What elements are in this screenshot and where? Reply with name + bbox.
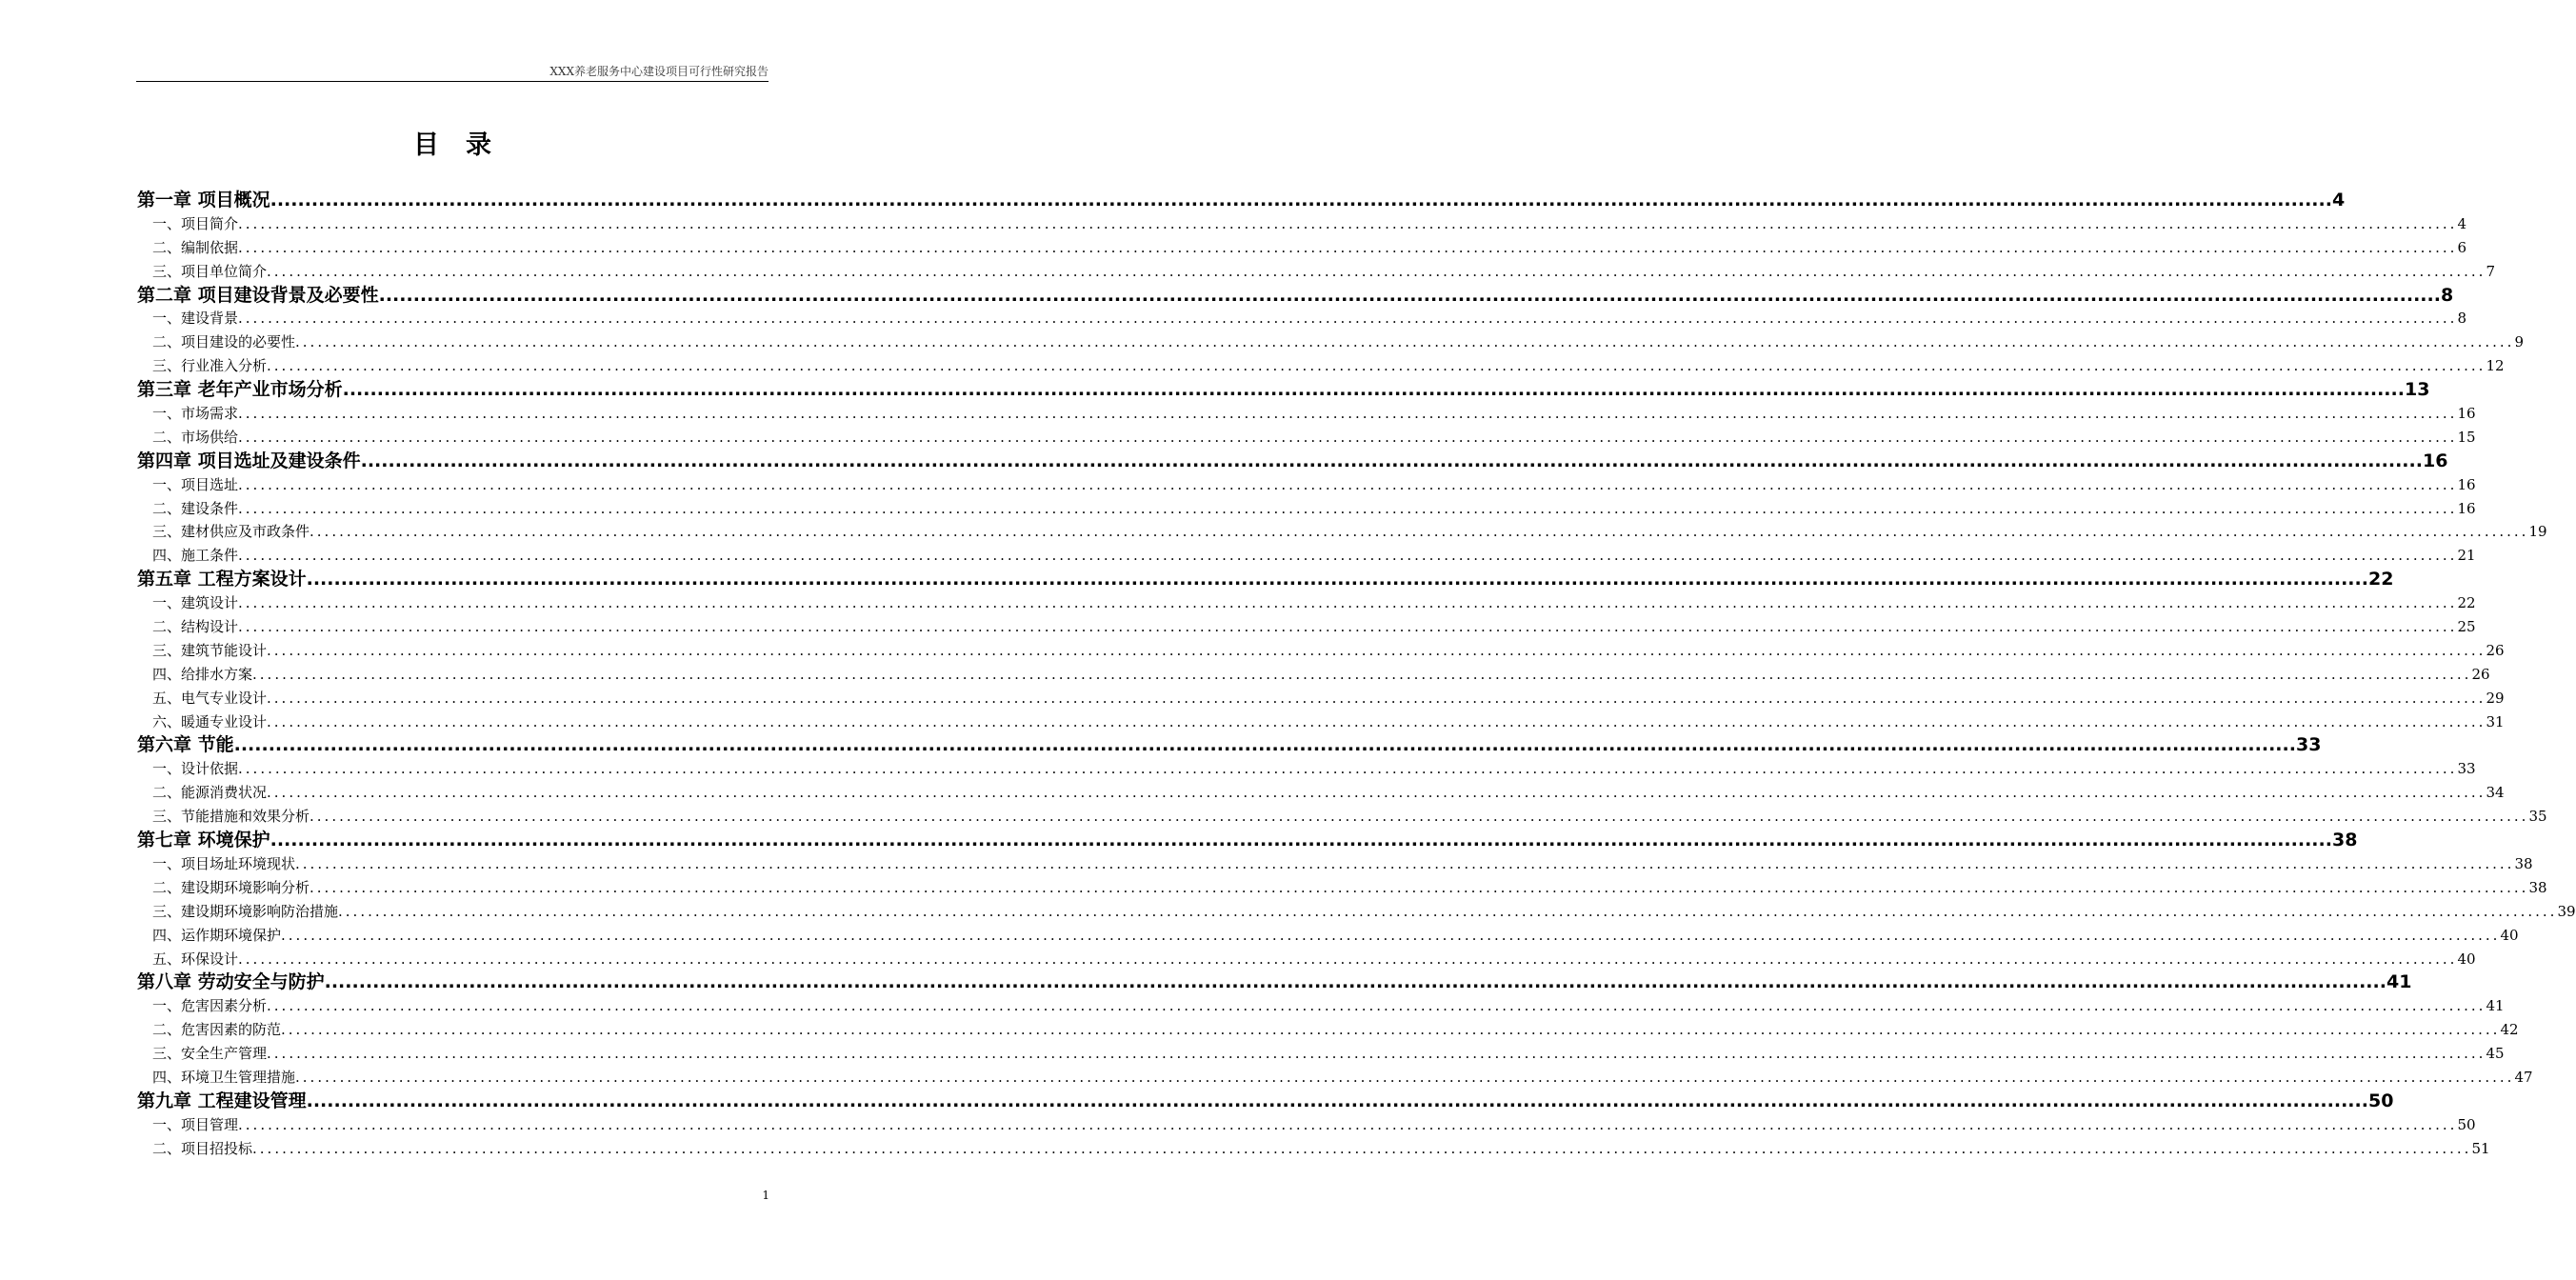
running-header: XXX养老服务中心建设项目可行性研究报告 <box>136 63 769 82</box>
toc-entry-label: 一、危害因素分析 <box>152 997 268 1015</box>
toc-entry-label: 第一章 项目概况 <box>137 190 270 210</box>
toc-section-entry[interactable] <box>137 948 2476 971</box>
toc-entry-label: 三、节能措施和效果分析 <box>152 808 310 826</box>
toc-entry-page: 8 <box>2440 284 2454 306</box>
toc-entry-page: 7 <box>2486 262 2495 280</box>
toc-leader-dots: ............................................................................................................................................................................................................................................................................................................ <box>267 997 2486 1015</box>
toc-entry-page: 33 <box>2295 734 2322 756</box>
toc-leader-dots: ............................................................................................................................................................................................................................................................................................................ <box>338 902 2558 920</box>
toc-entry-page: 40 <box>2457 950 2476 968</box>
toc-section-entry[interactable] <box>137 426 2476 450</box>
toc-leader-dots: ............................................................................................................................................................................................................................................................................................................ <box>238 405 2458 423</box>
toc-section-entry[interactable] <box>137 354 2505 378</box>
toc-section-entry[interactable] <box>137 900 2576 924</box>
toc-section-entry[interactable] <box>137 544 2476 568</box>
toc-leader-dots: ............................................................................................................................................................................................................................................................................................................ <box>238 475 2458 493</box>
toc-entry-page: 40 <box>2500 926 2519 944</box>
toc-entry-page: 16 <box>2457 475 2476 493</box>
toc-section-entry[interactable] <box>137 591 2476 615</box>
toc-entry-label: 一、项目管理 <box>152 1115 239 1133</box>
toc-section-entry[interactable] <box>137 663 2490 687</box>
toc-section-entry[interactable] <box>137 402 2476 426</box>
toc-leader-dots: ............................................................................................................................................................................................................................................................................................................ <box>281 1021 2501 1039</box>
toc-entry-page: 38 <box>2528 878 2547 896</box>
toc-leader-dots: ............................................................................................................................................................................................................................................................................................................ <box>238 310 2458 328</box>
toc-section-entry[interactable] <box>137 876 2547 900</box>
toc-leader-dots: ............................................................................................................................................................................................................................................................................................................ <box>267 689 2486 707</box>
toc-section-entry[interactable] <box>137 924 2519 948</box>
toc-section-entry[interactable] <box>137 805 2547 829</box>
toc-section-entry[interactable] <box>137 307 2466 330</box>
toc-leader-dots: ............................................................................................................................................................................................................................................................................................................ <box>233 734 2296 756</box>
toc-entry-page: 50 <box>2367 1090 2394 1111</box>
toc-entry-page: 31 <box>2486 712 2505 730</box>
toc-section-entry[interactable] <box>137 757 2476 781</box>
toc-leader-dots: ............................................................................................................................................................................................................................................................................................................ <box>270 190 2332 210</box>
toc-section-entry[interactable] <box>137 520 2547 544</box>
toc-section-entry[interactable] <box>137 1042 2505 1066</box>
toc-entry-page: 21 <box>2457 547 2476 565</box>
toc-entry-page: 38 <box>2331 830 2358 851</box>
toc-entry-page: 15 <box>2457 428 2476 446</box>
toc-entry-label: 四、给排水方案 <box>152 665 253 683</box>
toc-entry-page: 22 <box>2457 594 2476 612</box>
toc-section-entry[interactable] <box>137 1137 2490 1161</box>
toc-entry-label: 一、建筑设计 <box>152 594 239 612</box>
toc-leader-dots: ............................................................................................................................................................................................................................................................................................................ <box>281 926 2501 944</box>
toc-entry-label: 三、安全生产管理 <box>152 1045 268 1063</box>
toc-section-entry[interactable] <box>137 236 2466 260</box>
toc-section-entry[interactable] <box>137 615 2476 639</box>
toc-leader-dots: ............................................................................................................................................................................................................................................................................................................ <box>306 569 2368 590</box>
toc-section-entry[interactable] <box>137 781 2505 805</box>
toc-leader-dots: ............................................................................................................................................................................................................................................................................................................ <box>238 760 2458 778</box>
toc-entry-label: 四、施工条件 <box>152 547 239 565</box>
toc-entry-label: 三、项目单位简介 <box>152 262 268 280</box>
toc-entry-label: 二、市场供给 <box>152 428 239 446</box>
toc-leader-dots: ............................................................................................................................................................................................................................................................................................................ <box>378 284 2441 306</box>
toc-entry-label: 一、项目场址环境现状 <box>152 854 296 872</box>
toc-leader-dots: ............................................................................................................................................................................................................................................................................................................ <box>360 450 2423 471</box>
toc-chapter-entry[interactable] <box>137 189 2346 212</box>
toc-entry-page: 9 <box>2514 333 2524 351</box>
toc-entry-label: 第二章 项目建设背景及必要性 <box>137 284 379 306</box>
toc-entry-label: 一、建设背景 <box>152 310 239 328</box>
toc-entry-label: 三、行业准入分析 <box>152 357 268 375</box>
toc-entry-page: 13 <box>2404 379 2430 401</box>
toc-section-entry[interactable] <box>137 710 2505 734</box>
toc-chapter-entry[interactable] <box>137 568 2394 591</box>
toc-leader-dots: ............................................................................................................................................................................................................................................................................................................ <box>238 214 2458 232</box>
toc-section-entry[interactable] <box>137 687 2505 710</box>
toc-entry-page: 16 <box>2422 450 2448 471</box>
toc-leader-dots: ............................................................................................................................................................................................................................................................................................................ <box>324 971 2386 993</box>
toc-entry-label: 六、暖通专业设计 <box>152 712 268 730</box>
toc-entry-label: 二、项目建设的必要性 <box>152 333 296 351</box>
toc-entry-page: 33 <box>2457 760 2476 778</box>
toc-leader-dots: ............................................................................................................................................................................................................................................................................................................ <box>310 808 2529 826</box>
toc-section-entry[interactable] <box>137 852 2533 876</box>
toc-entry-label: 三、建筑节能设计 <box>152 641 268 659</box>
toc-entry-page: 47 <box>2514 1068 2533 1086</box>
toc-entry-page: 41 <box>2386 971 2412 993</box>
toc-leader-dots: ............................................................................................................................................................................................................................................................................................................ <box>270 830 2332 851</box>
toc-entry-page: 35 <box>2528 808 2547 826</box>
toc-entry-label: 第八章 劳动安全与防护 <box>137 971 325 993</box>
toc-entry-page: 41 <box>2486 997 2505 1015</box>
table-of-contents <box>137 189 2576 1161</box>
toc-section-entry[interactable] <box>137 639 2505 663</box>
toc-chapter-entry[interactable] <box>137 733 2322 757</box>
toc-leader-dots: ............................................................................................................................................................................................................................................................................................................ <box>238 428 2458 446</box>
toc-entry-page: 38 <box>2514 854 2533 872</box>
toc-section-entry[interactable] <box>137 497 2476 521</box>
toc-entry-page: 4 <box>2457 214 2466 232</box>
toc-section-entry[interactable] <box>137 330 2524 354</box>
toc-entry-label: 四、环境卫生管理措施 <box>152 1068 296 1086</box>
toc-entry-page: 26 <box>2486 641 2505 659</box>
toc-entry-label: 三、建材供应及市政条件 <box>152 523 310 541</box>
toc-entry-label: 二、结构设计 <box>152 618 239 636</box>
toc-chapter-entry[interactable] <box>137 378 2430 402</box>
toc-entry-page: 51 <box>2471 1139 2490 1157</box>
toc-leader-dots: ............................................................................................................................................................................................................................................................................................................ <box>295 854 2515 872</box>
toc-entry-label: 第九章 工程建设管理 <box>137 1090 307 1111</box>
toc-entry-page: 4 <box>2331 190 2346 210</box>
toc-chapter-entry[interactable] <box>137 970 2412 994</box>
toc-leader-dots: ............................................................................................................................................................................................................................................................................................................ <box>267 262 2486 280</box>
toc-chapter-entry[interactable] <box>137 450 2448 473</box>
toc-chapter-entry[interactable] <box>137 829 2358 852</box>
page-number: 1 <box>762 1189 769 1202</box>
toc-entry-label: 四、运作期环境保护 <box>152 926 282 944</box>
toc-entry-page: 39 <box>2557 902 2576 920</box>
toc-leader-dots: ............................................................................................................................................................................................................................................................................................................ <box>238 950 2458 968</box>
toc-leader-dots: ............................................................................................................................................................................................................................................................................................................ <box>238 499 2458 517</box>
toc-entry-page: 6 <box>2457 238 2466 256</box>
toc-leader-dots: ............................................................................................................................................................................................................................................................................................................ <box>295 1068 2515 1086</box>
toc-entry-label: 二、编制依据 <box>152 238 239 256</box>
toc-entry-label: 三、建设期环境影响防治措施 <box>152 902 339 920</box>
toc-leader-dots: ............................................................................................................................................................................................................................................................................................................ <box>238 594 2458 612</box>
toc-leader-dots: ............................................................................................................................................................................................................................................................................................................ <box>267 712 2486 730</box>
toc-entry-label: 二、项目招投标 <box>152 1139 253 1157</box>
toc-entry-label: 第三章 老年产业市场分析 <box>137 379 343 401</box>
toc-entry-page: 12 <box>2486 357 2505 375</box>
toc-leader-dots: ............................................................................................................................................................................................................................................................................................................ <box>342 379 2405 401</box>
toc-leader-dots: ............................................................................................................................................................................................................................................................................................................ <box>267 784 2486 802</box>
toc-leader-dots: ............................................................................................................................................................................................................................................................................................................ <box>306 1090 2368 1111</box>
toc-leader-dots: ............................................................................................................................................................................................................................................................................................................ <box>267 357 2486 375</box>
toc-entry-label: 五、环保设计 <box>152 950 239 968</box>
toc-entry-label: 二、建设条件 <box>152 499 239 517</box>
toc-entry-page: 29 <box>2486 689 2505 707</box>
toc-leader-dots: ............................................................................................................................................................................................................................................................................................................ <box>238 547 2458 565</box>
toc-leader-dots: ............................................................................................................................................................................................................................................................................................................ <box>267 641 2486 659</box>
toc-leader-dots: ............................................................................................................................................................................................................................................................................................................ <box>310 878 2529 896</box>
toc-leader-dots: ............................................................................................................................................................................................................................................................................................................ <box>267 1045 2486 1063</box>
toc-leader-dots: ............................................................................................................................................................................................................................................................................................................ <box>295 333 2515 351</box>
toc-entry-label: 第七章 环境保护 <box>137 830 270 851</box>
toc-entry-label: 一、项目选址 <box>152 475 239 493</box>
toc-leader-dots: ............................................................................................................................................................................................................................................................................................................ <box>310 523 2529 541</box>
toc-entry-page: 16 <box>2457 405 2476 423</box>
toc-section-entry[interactable] <box>137 473 2476 497</box>
toc-entry-page: 19 <box>2528 523 2547 541</box>
toc-leader-dots: ............................................................................................................................................................................................................................................................................................................ <box>238 1115 2458 1133</box>
toc-entry-label: 第五章 工程方案设计 <box>137 569 307 590</box>
toc-entry-page: 26 <box>2471 665 2490 683</box>
toc-section-entry[interactable] <box>137 212 2466 236</box>
toc-leader-dots: ............................................................................................................................................................................................................................................................................................................ <box>238 238 2458 256</box>
toc-entry-page: 16 <box>2457 499 2476 517</box>
toc-entry-page: 42 <box>2500 1021 2519 1039</box>
toc-entry-page: 45 <box>2486 1045 2505 1063</box>
toc-entry-label: 一、市场需求 <box>152 405 239 423</box>
toc-entry-label: 一、设计依据 <box>152 760 239 778</box>
toc-section-entry[interactable] <box>137 1113 2476 1137</box>
toc-chapter-entry[interactable] <box>137 1090 2394 1113</box>
toc-entry-page: 8 <box>2457 310 2466 328</box>
toc-entry-label: 第四章 项目选址及建设条件 <box>137 450 361 471</box>
toc-section-entry[interactable] <box>137 1018 2519 1042</box>
toc-leader-dots: ............................................................................................................................................................................................................................................................................................................ <box>238 618 2458 636</box>
toc-entry-label: 二、能源消费状况 <box>152 784 268 802</box>
toc-section-entry[interactable] <box>137 994 2505 1018</box>
toc-section-entry[interactable] <box>137 1066 2533 1090</box>
toc-entry-label: 第六章 节能 <box>137 734 234 756</box>
toc-entry-page: 25 <box>2457 618 2476 636</box>
toc-chapter-entry[interactable] <box>137 284 2454 308</box>
toc-entry-label: 二、建设期环境影响分析 <box>152 878 310 896</box>
toc-entry-label: 五、电气专业设计 <box>152 689 268 707</box>
toc-leader-dots: ............................................................................................................................................................................................................................................................................................................ <box>252 665 2472 683</box>
toc-entry-page: 34 <box>2486 784 2505 802</box>
toc-leader-dots: ............................................................................................................................................................................................................................................................................................................ <box>252 1139 2472 1157</box>
toc-section-entry[interactable] <box>137 260 2495 284</box>
page-title: 目录 <box>413 130 518 160</box>
toc-entry-label: 二、危害因素的防范 <box>152 1021 282 1039</box>
toc-entry-page: 22 <box>2367 569 2394 590</box>
toc-entry-label: 一、项目简介 <box>152 214 239 232</box>
toc-entry-page: 50 <box>2457 1115 2476 1133</box>
